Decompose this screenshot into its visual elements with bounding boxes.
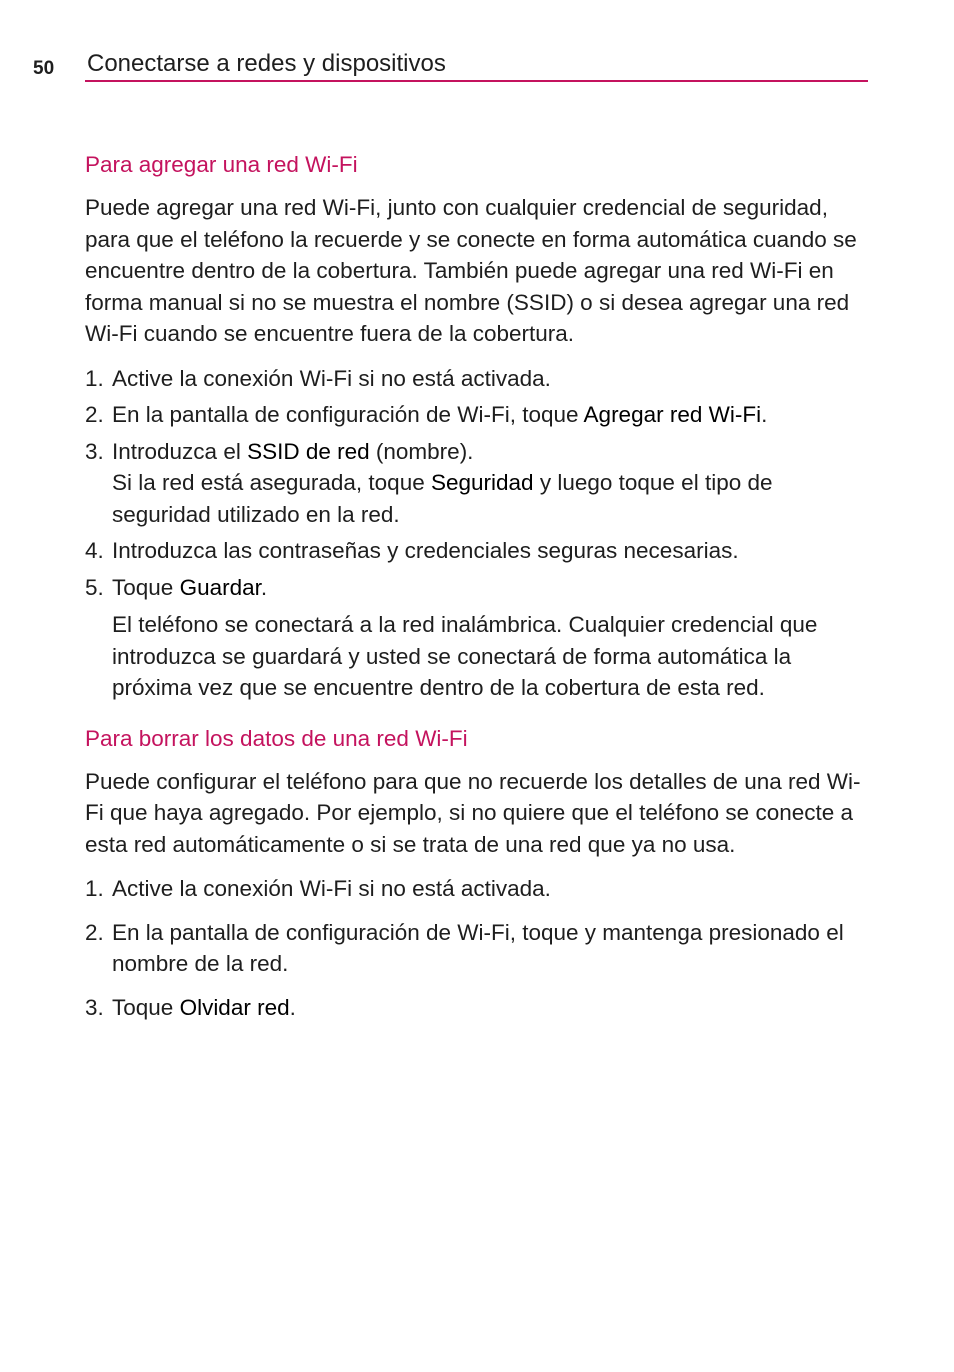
running-head-title: Conectarse a redes y dispositivos	[87, 50, 446, 77]
step-number: 2.	[85, 919, 104, 945]
list-item	[85, 535, 875, 567]
section-intro: Puede agregar una red Wi-Fi, junto con cualquier credencial de seguridad, para que el teléfono la recuerde y se conecte en forma automática cuando se encuentre dentro de la cobertura. También puede agregar una red Wi-Fi en forma manual si no se muestra el nombre (SSID) o si desea agregar una red Wi-Fi cuando se encuentre fuera de la cobertura.	[85, 195, 857, 346]
section-heading: Para borrar los datos de una red Wi-Fi	[85, 725, 468, 751]
steps-list	[85, 873, 875, 1023]
section-add-wifi	[85, 148, 875, 704]
list-item	[85, 572, 875, 704]
list-item	[85, 363, 875, 395]
step-text: (nombre).	[369, 438, 474, 464]
step-text: Introduzca las contraseñas y credenciales seguras necesarias.	[112, 538, 739, 563]
step-text: Active la conexión Wi-Fi si no está activada.	[112, 876, 551, 901]
step-number: 4.	[85, 538, 104, 563]
step-number: 5.	[85, 574, 104, 600]
step-text: Toque	[112, 574, 180, 600]
step-text: Active la conexión Wi-Fi si no está activada.	[112, 365, 551, 391]
list-item	[85, 436, 875, 531]
step-number: 3.	[85, 438, 104, 464]
step-text: En la pantalla de configuración de Wi-Fi, toque y mantenga presionado el nombre de la red.	[112, 919, 844, 976]
step-text: En la pantalla de configuración de Wi-Fi, toque	[112, 402, 584, 427]
list-item	[85, 399, 875, 431]
step-text: Si la red está asegurada, toque	[112, 470, 431, 495]
step-text: Toque	[112, 994, 180, 1020]
step-number: 1.	[85, 876, 104, 901]
step-text: Introduzca el	[112, 438, 248, 464]
list-item	[85, 873, 875, 905]
step-number: 3.	[85, 994, 104, 1020]
step-text: .	[761, 402, 768, 427]
header-rule	[85, 80, 868, 82]
step-number: 1.	[85, 365, 104, 391]
step-text: y luego toque el tipo de seguridad utilizado en la red.	[112, 470, 773, 527]
list-item	[85, 992, 875, 1024]
section-intro: Puede configurar el teléfono para que no recuerde los detalles de una red Wi-Fi que haya agregado. Por ejemplo, si no quiere que el teléfono se conecte a esta red automáticamente o si se trata de una red que ya no usa.	[85, 768, 861, 857]
page-content	[85, 148, 875, 1035]
list-item	[85, 917, 875, 980]
step-number: 2.	[85, 402, 104, 427]
ui-term: Guardar	[179, 574, 261, 600]
ui-term: SSID de red	[247, 438, 370, 464]
section-forget-wifi	[85, 722, 875, 1024]
ui-term: Agregar red Wi-Fi	[583, 402, 762, 427]
page-number: 50	[33, 58, 55, 79]
ui-term: Olvidar red	[179, 994, 290, 1020]
step-text: .	[289, 994, 296, 1020]
step-text: .	[260, 574, 268, 600]
step-note: El teléfono se conectará a la red inalámbrica. Cualquier credencial que introduzca se guardará y usted se conectará de forma automática la próxima vez que se encuentre dentro de la cobertura de esta red.	[112, 612, 818, 700]
section-heading: Para agregar una red Wi-Fi	[85, 152, 358, 177]
ui-term: Seguridad	[430, 470, 534, 495]
steps-list	[85, 363, 875, 704]
